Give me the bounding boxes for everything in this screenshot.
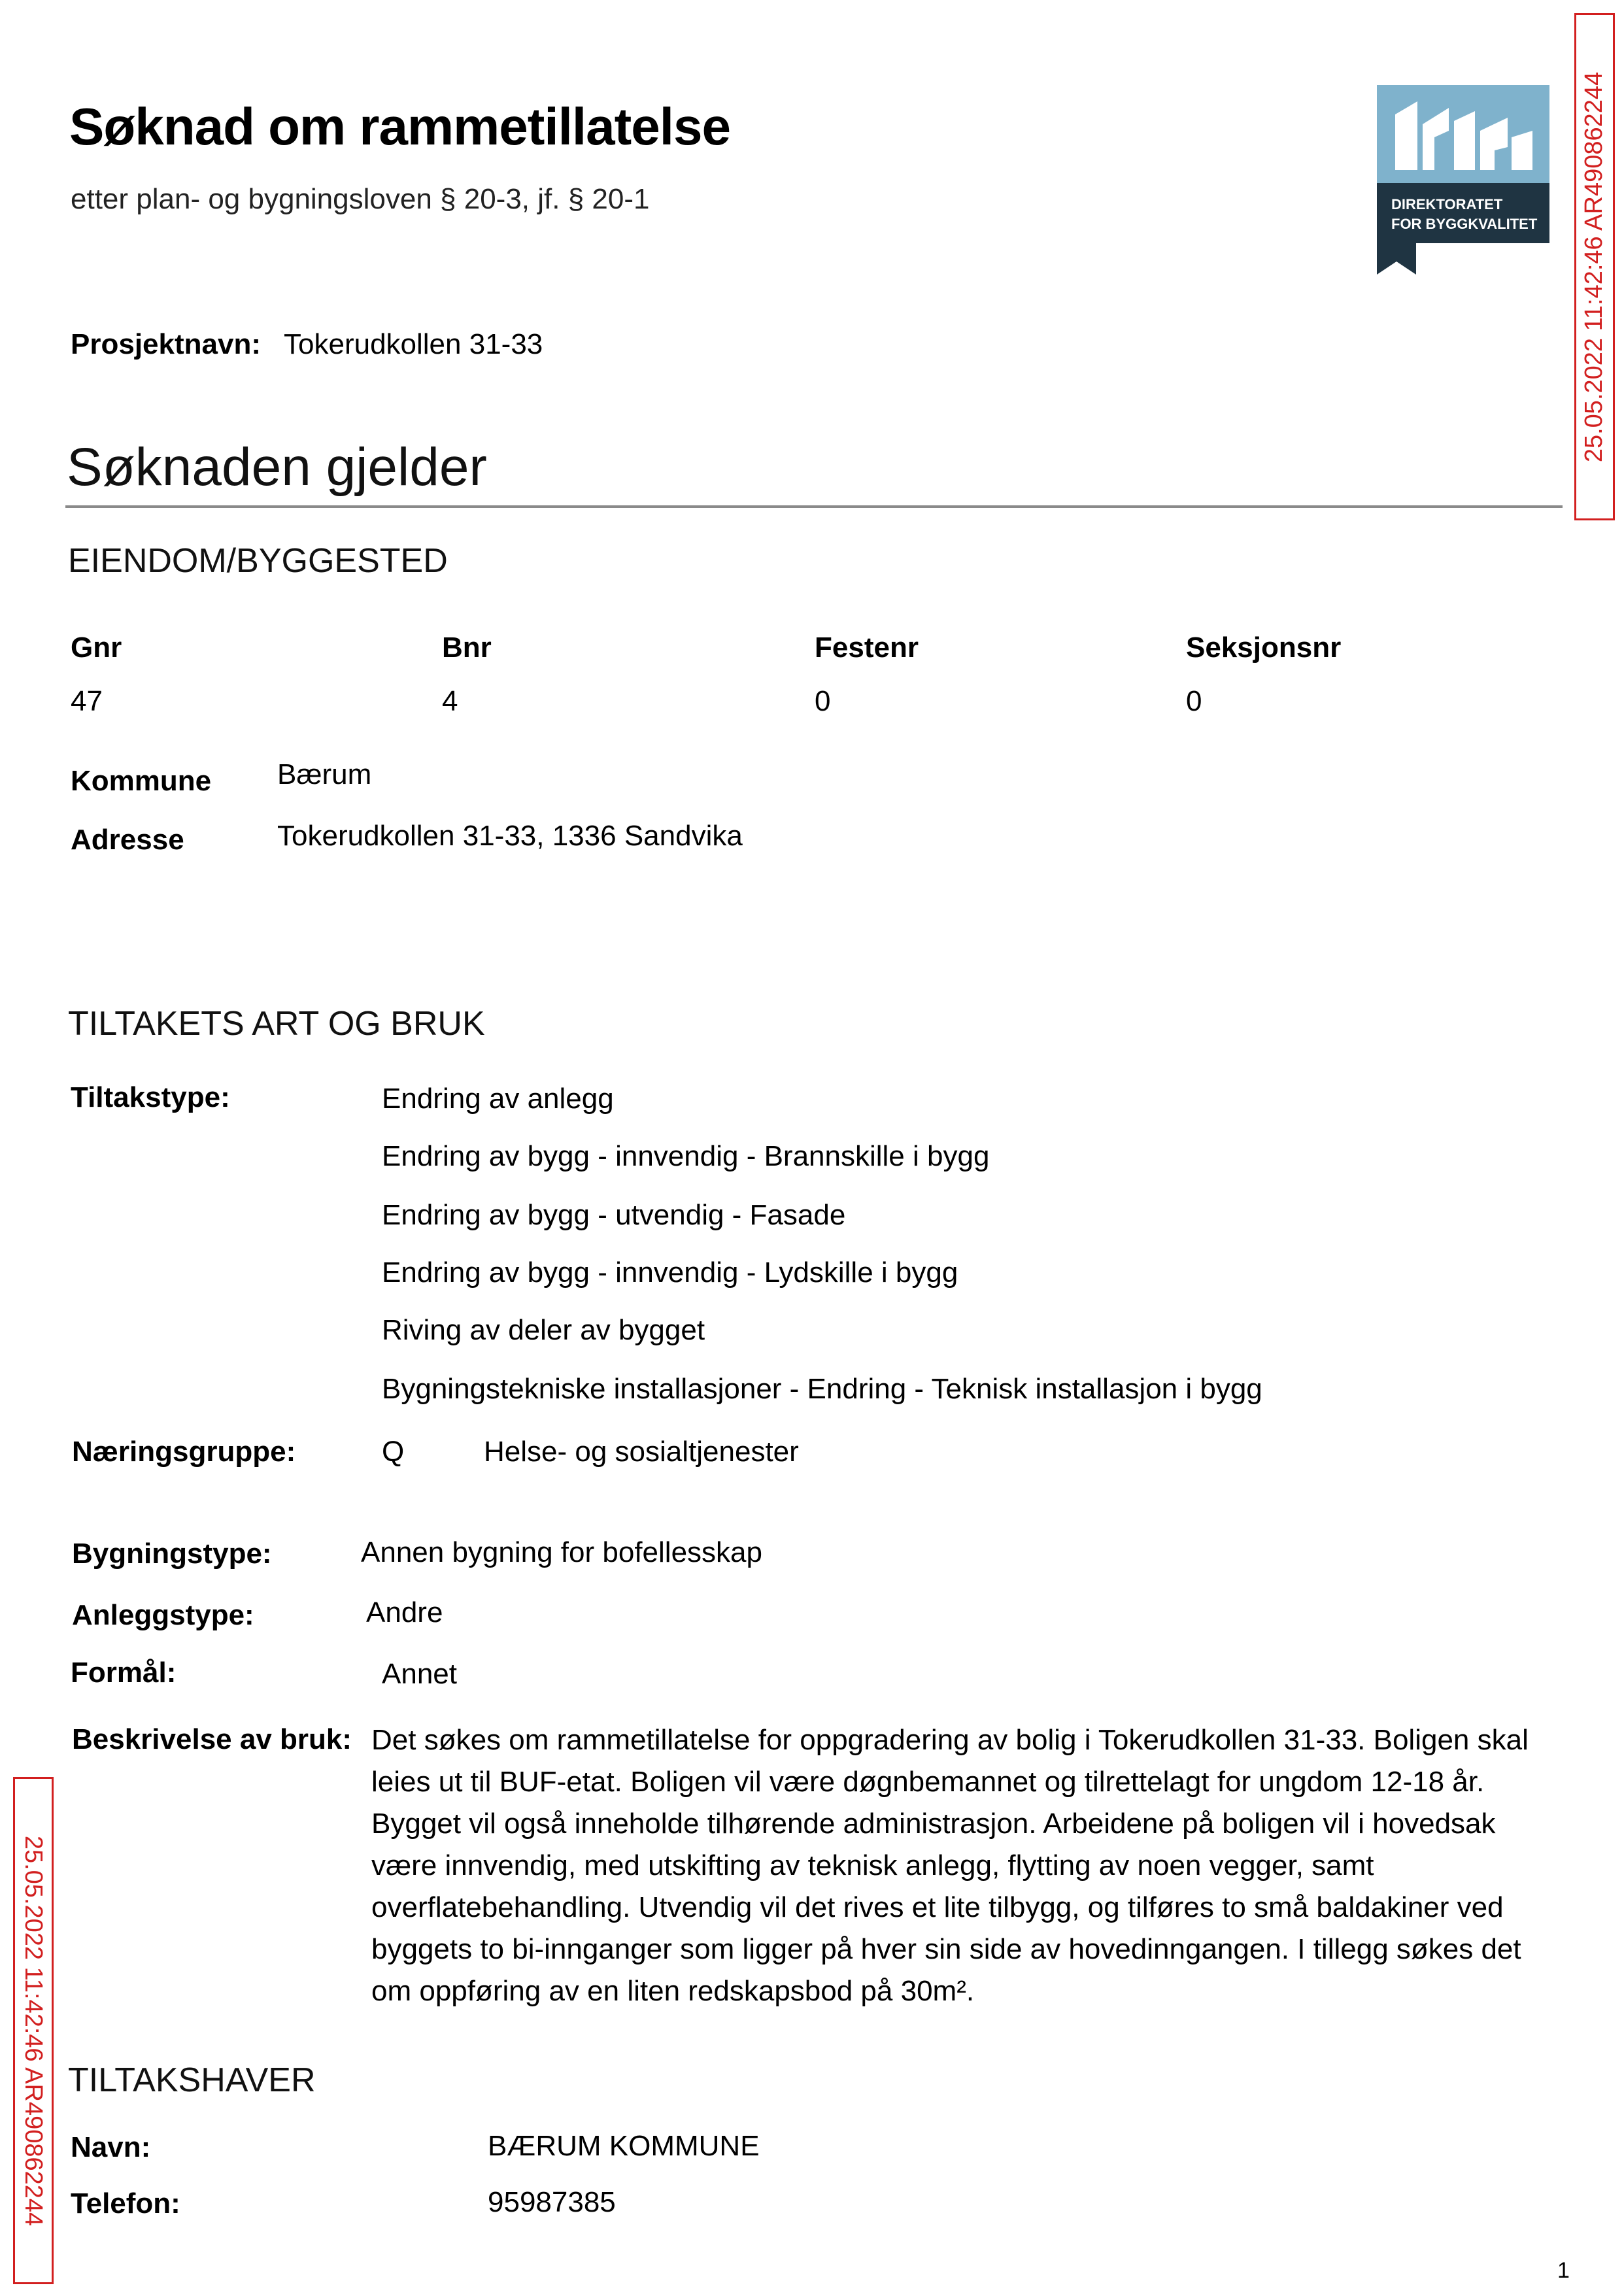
stamp-text: 25.05.2022 11:42:46 AR490862244 [20,1835,48,2226]
tiltak-heading: TILTAKETS ART OG BRUK [68,1005,485,1043]
bnr-label: Bnr [442,632,492,664]
section-divider [65,505,1563,508]
formal-value: Annet [382,1658,457,1690]
section-title: Søknaden gjelder [67,437,487,497]
navn-label: Navn: [71,2131,151,2163]
seksjonsnr-label: Seksjonsnr [1186,632,1342,664]
seksjonsnr-value: 0 [1186,685,1202,717]
project-value: Tokerudkollen 31-33 [284,328,543,360]
document-title: Søknad om rammetillatelse [69,97,730,156]
adresse-label: Adresse [71,824,184,856]
tiltakstype-item: Endring av bygg - innvendig - Lydskille i bygg [382,1257,958,1289]
logo-line1: DIREKTORATET [1391,196,1503,212]
festenr-value: 0 [815,685,831,717]
timestamp-stamp-left [13,1777,54,2284]
stamp-text: 25.05.2022 11:42:46 AR490862244 [1580,71,1608,462]
naeringsgruppe-code: Q [382,1436,405,1468]
dibk-logo-icon [1377,85,1549,275]
gnr-label: Gnr [71,632,122,664]
adresse-value: Tokerudkollen 31-33, 1336 Sandvika [277,820,743,852]
tiltakstype-item: Riving av deler av bygget [382,1314,705,1346]
logo-graphic [1377,85,1549,275]
naeringsgruppe-label: Næringsgruppe: [72,1436,296,1468]
bygningstype-value: Annen bygning for bofellesskap [361,1536,762,1568]
document-subtitle: etter plan- og bygningsloven § 20-3, jf. § 20-1 [71,183,650,215]
naeringsgruppe-value: Helse- og sosialtjenester [484,1436,799,1468]
bygningstype-label: Bygningstype: [72,1538,272,1570]
formal-label: Formål: [71,1657,177,1689]
bnr-value: 4 [442,685,458,717]
tiltakstype-item: Bygningstekniske installasjoner - Endring - Teknisk installasjon i bygg [382,1373,1262,1405]
anleggstype-label: Anleggstype: [72,1599,254,1631]
tiltakstype-item: Endring av bygg - innvendig - Brannskille i bygg [382,1140,990,1172]
anleggstype-value: Andre [366,1596,443,1628]
kommune-label: Kommune [71,765,212,797]
tiltakstype-item: Endring av bygg - utvendig - Fasade [382,1199,846,1231]
beskrivelse-value: Det søkes om rammetillatelse for oppgradering av bolig i Tokerudkollen 31-33. Boligen skal leies ut til BUF-etat. Boligen vil være døgnbemannet og tilrettelagt for ungdom 12-18 år. Bygget vil også inneholde tilhørende administrasjon. Arbeidene på boligen vil i hovedsak være innvendig, med utskifting av teknisk anlegg, flytting av noen vegger, samt overflatebehandling. Utvendig vil det rives et lite tilbygg, og tilføres to små baldakiner ved byggets to bi-innganger som ligger på hver sin side av hovedinngangen. I tillegg søkes det om oppføring av en liten redskapsbod på 30m². [371,1724,1529,2007]
festenr-label: Festenr [815,632,919,664]
tiltakstype-item: Endring av anlegg [382,1083,614,1115]
telefon-value: 95987385 [488,2186,616,2218]
logo-line2: FOR BYGGKVALITET [1391,216,1538,232]
kommune-value: Bærum [277,758,372,790]
page-number: 1 [1557,2258,1570,2283]
telefon-label: Telefon: [71,2187,180,2219]
project-label: Prosjektnavn: [71,328,261,360]
beskrivelse-label: Beskrivelse av bruk: [72,1723,352,1755]
navn-value: BÆRUM KOMMUNE [488,2130,760,2162]
tiltakshaver-heading: TILTAKSHAVER [68,2061,316,2099]
property-heading: EIENDOM/BYGGESTED [68,542,448,580]
gnr-value: 47 [71,685,103,717]
tiltakstype-label: Tiltakstype: [71,1081,230,1113]
timestamp-stamp-top [1574,13,1615,520]
